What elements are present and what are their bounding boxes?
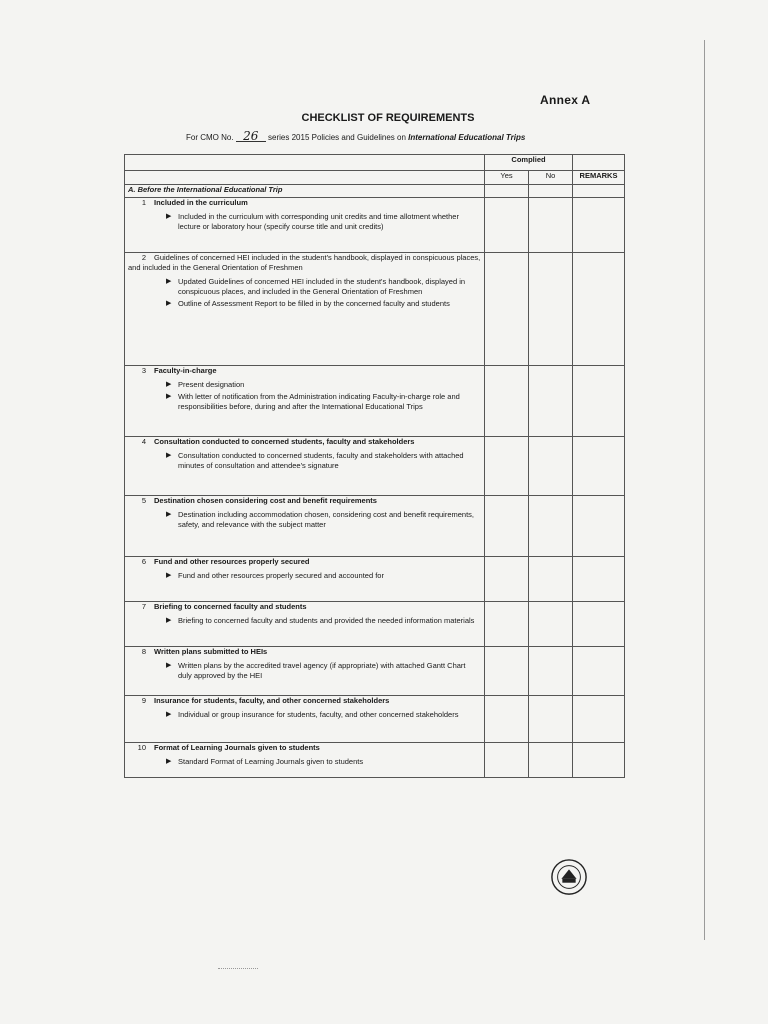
item-description-cell	[125, 602, 485, 647]
sub-requirement	[166, 380, 481, 390]
item-number: 7	[141, 602, 146, 611]
yes-cell[interactable]	[485, 557, 529, 602]
complied-header: Complied	[485, 155, 573, 171]
sub-requirements-list	[128, 510, 481, 530]
item-description-cell	[125, 437, 485, 496]
sub-requirements-list	[128, 451, 481, 471]
no-cell[interactable]	[529, 253, 573, 366]
yes-header: Yes	[485, 171, 529, 185]
remarks-cell[interactable]	[573, 253, 625, 366]
item-number: 4	[141, 437, 146, 446]
item-title: Briefing to concerned faculty and students	[154, 602, 307, 611]
item-number: 3	[141, 366, 146, 375]
sub-requirement	[166, 277, 481, 297]
item-heading	[128, 437, 481, 447]
item-description-cell	[125, 366, 485, 437]
triangle-bullet-icon: ▶	[166, 617, 172, 624]
triangle-bullet-icon: ▶	[166, 572, 172, 579]
item-number: 5	[141, 496, 146, 505]
item-heading	[128, 366, 481, 376]
annex-label: Annex A	[540, 93, 591, 107]
item-title: Destination chosen considering cost and benefit requirements	[154, 496, 377, 505]
checklist-item-row	[125, 647, 625, 696]
triangle-bullet-icon: ▶	[166, 278, 172, 285]
checklist-item-row	[125, 557, 625, 602]
section-label: A. Before the International Educational Trip	[125, 185, 485, 198]
sub-requirement-text: Present designation	[178, 380, 245, 389]
no-cell[interactable]	[529, 647, 573, 696]
triangle-bullet-icon: ▶	[166, 511, 172, 518]
item-title: Insurance for students, faculty, and other concerned stakeholders	[154, 696, 390, 705]
triangle-bullet-icon: ▶	[166, 393, 172, 400]
remarks-cell[interactable]	[573, 696, 625, 743]
yes-cell[interactable]	[485, 496, 529, 557]
remarks-cell[interactable]	[573, 437, 625, 496]
sub-requirement-text: Outline of Assessment Report to be filled in by the concerned faculty and students	[178, 299, 450, 308]
item-heading	[128, 743, 481, 753]
table-subheader-row	[125, 171, 625, 185]
item-heading	[128, 496, 481, 506]
sub-requirement-text: Individual or group insurance for students, faculty, and other concerned stakeholders	[178, 710, 459, 719]
triangle-bullet-icon: ▶	[166, 452, 172, 459]
checklist-item-row	[125, 253, 625, 366]
sub-requirement	[166, 451, 481, 471]
document-subtitle	[186, 131, 606, 142]
item-heading	[128, 557, 481, 567]
subtitle-mid: series 2015 Policies and Guidelines on	[268, 133, 406, 142]
yes-cell[interactable]	[485, 602, 529, 647]
sub-requirements-list	[128, 571, 481, 581]
item-title: Guidelines of concerned HEI included in the student's handbook, displayed in conspicuous places, and included in the General Orientation of Freshmen	[128, 253, 481, 272]
remarks-cell[interactable]	[573, 743, 625, 778]
sub-requirements-list	[128, 380, 481, 412]
item-title: Included in the curriculum	[154, 198, 248, 207]
remarks-cell[interactable]	[573, 557, 625, 602]
triangle-bullet-icon: ▶	[166, 381, 172, 388]
item-description-cell	[125, 743, 485, 778]
yes-cell[interactable]	[485, 743, 529, 778]
item-title: Fund and other resources properly secured	[154, 557, 310, 566]
no-cell[interactable]	[529, 185, 573, 198]
yes-cell[interactable]	[485, 198, 529, 253]
sub-requirements-list	[128, 757, 481, 767]
item-heading	[128, 647, 481, 657]
sub-requirement	[166, 757, 481, 767]
remarks-cell[interactable]	[573, 198, 625, 253]
scan-artifact	[218, 968, 258, 970]
triangle-bullet-icon: ▶	[166, 758, 172, 765]
no-cell[interactable]	[529, 496, 573, 557]
remarks-cell[interactable]	[573, 366, 625, 437]
no-cell[interactable]	[529, 366, 573, 437]
no-cell[interactable]	[529, 696, 573, 743]
item-title: Format of Learning Journals given to students	[154, 743, 320, 752]
yes-cell[interactable]	[485, 696, 529, 743]
sub-requirements-list	[128, 212, 481, 232]
item-number: 8	[141, 647, 146, 656]
sub-requirement	[166, 299, 481, 309]
yes-cell[interactable]	[485, 185, 529, 198]
sub-requirement-text: Consultation conducted to concerned students, faculty and stakeholders with attached minutes of consultation and attendee's signature	[178, 451, 464, 470]
sub-requirement	[166, 212, 481, 232]
official-seal-icon	[550, 858, 588, 896]
sub-requirement-text: Updated Guidelines of concerned HEI included in the student's handbook, displayed in conspicuous places, and included in the General Orientation of Freshmen	[178, 277, 466, 296]
item-heading	[128, 696, 481, 706]
no-cell[interactable]	[529, 437, 573, 496]
yes-cell[interactable]	[485, 437, 529, 496]
page-edge-line	[704, 40, 706, 940]
sub-requirement	[166, 616, 481, 626]
remarks-cell[interactable]	[573, 647, 625, 696]
item-number: 1	[141, 198, 146, 207]
sub-requirement	[166, 571, 481, 581]
requirements-table	[124, 154, 625, 778]
sub-requirement-text: Written plans by the accredited travel agency (if appropriate) with attached Gantt Chart duly approved by the HEI	[178, 661, 466, 680]
sub-requirement-text: Destination including accommodation chosen, considering cost and benefit requirements, safety, and relevance with the subject matter	[178, 510, 475, 529]
no-cell[interactable]	[529, 557, 573, 602]
sub-requirements-list	[128, 661, 481, 681]
no-cell[interactable]	[529, 198, 573, 253]
item-heading	[128, 198, 481, 208]
yes-cell[interactable]	[485, 253, 529, 366]
item-number: 9	[141, 696, 146, 705]
sub-requirement	[166, 392, 481, 412]
section-row	[125, 185, 625, 198]
checklist-item-row	[125, 437, 625, 496]
table-header-row	[125, 155, 625, 171]
document-title: CHECKLIST OF REQUIREMENTS	[301, 112, 475, 124]
sub-requirement-text: Briefing to concerned faculty and students and provided the needed information materials	[178, 616, 475, 625]
sub-requirement-text: Included in the curriculum with corresponding unit credits and time allotment whether lecture or laboratory hour (specify course title and unit credits)	[178, 212, 459, 231]
triangle-bullet-icon: ▶	[166, 711, 172, 718]
sub-requirements-list	[128, 710, 481, 720]
triangle-bullet-icon: ▶	[166, 300, 172, 307]
no-header: No	[529, 171, 573, 185]
item-title: Written plans submitted to HEIs	[154, 647, 268, 656]
item-title: Consultation conducted to concerned students, faculty and stakeholders	[154, 437, 415, 446]
sub-requirement-text: Fund and other resources properly secured and accounted for	[178, 571, 384, 580]
item-description-cell	[125, 198, 485, 253]
no-cell[interactable]	[529, 602, 573, 647]
item-title: Faculty-in-charge	[154, 366, 217, 375]
checklist-item-row	[125, 198, 625, 253]
subtitle-prefix: For CMO No.	[186, 133, 234, 142]
sub-requirements-list	[128, 277, 481, 309]
checklist-item-row	[125, 743, 625, 778]
checklist-item-row	[125, 696, 625, 743]
checklist-item-row	[125, 366, 625, 437]
item-heading	[128, 602, 481, 612]
yes-cell[interactable]	[485, 366, 529, 437]
item-description-cell	[125, 647, 485, 696]
checklist-item-row	[125, 602, 625, 647]
sub-requirement-text: With letter of notification from the Administration indicating Faculty-in-charge role and responsibilities before, during and after the International Educational Trips	[178, 392, 460, 411]
yes-cell[interactable]	[485, 647, 529, 696]
sub-requirement	[166, 510, 481, 530]
item-number: 10	[137, 743, 146, 752]
sub-requirement-text: Standard Format of Learning Journals given to students	[178, 757, 364, 766]
sub-requirement	[166, 710, 481, 720]
item-number: 2	[141, 253, 146, 262]
header-blank-remarks	[573, 155, 625, 171]
sub-requirement	[166, 661, 481, 681]
no-cell[interactable]	[529, 743, 573, 778]
cmo-number-handwritten: 26	[236, 131, 266, 142]
remarks-cell[interactable]	[573, 185, 625, 198]
item-description-cell	[125, 496, 485, 557]
triangle-bullet-icon: ▶	[166, 662, 172, 669]
item-heading	[128, 253, 481, 273]
remarks-header: REMARKS	[573, 171, 625, 185]
item-description-cell	[125, 696, 485, 743]
header-blank-cell	[125, 155, 485, 171]
header-blank-cell	[125, 171, 485, 185]
subtitle-topic: International Educational Trips	[408, 133, 526, 142]
triangle-bullet-icon: ▶	[166, 213, 172, 220]
sub-requirements-list	[128, 616, 481, 626]
checklist-item-row	[125, 496, 625, 557]
remarks-cell[interactable]	[573, 602, 625, 647]
item-description-cell	[125, 253, 485, 366]
item-description-cell	[125, 557, 485, 602]
item-number: 6	[141, 557, 146, 566]
remarks-cell[interactable]	[573, 496, 625, 557]
